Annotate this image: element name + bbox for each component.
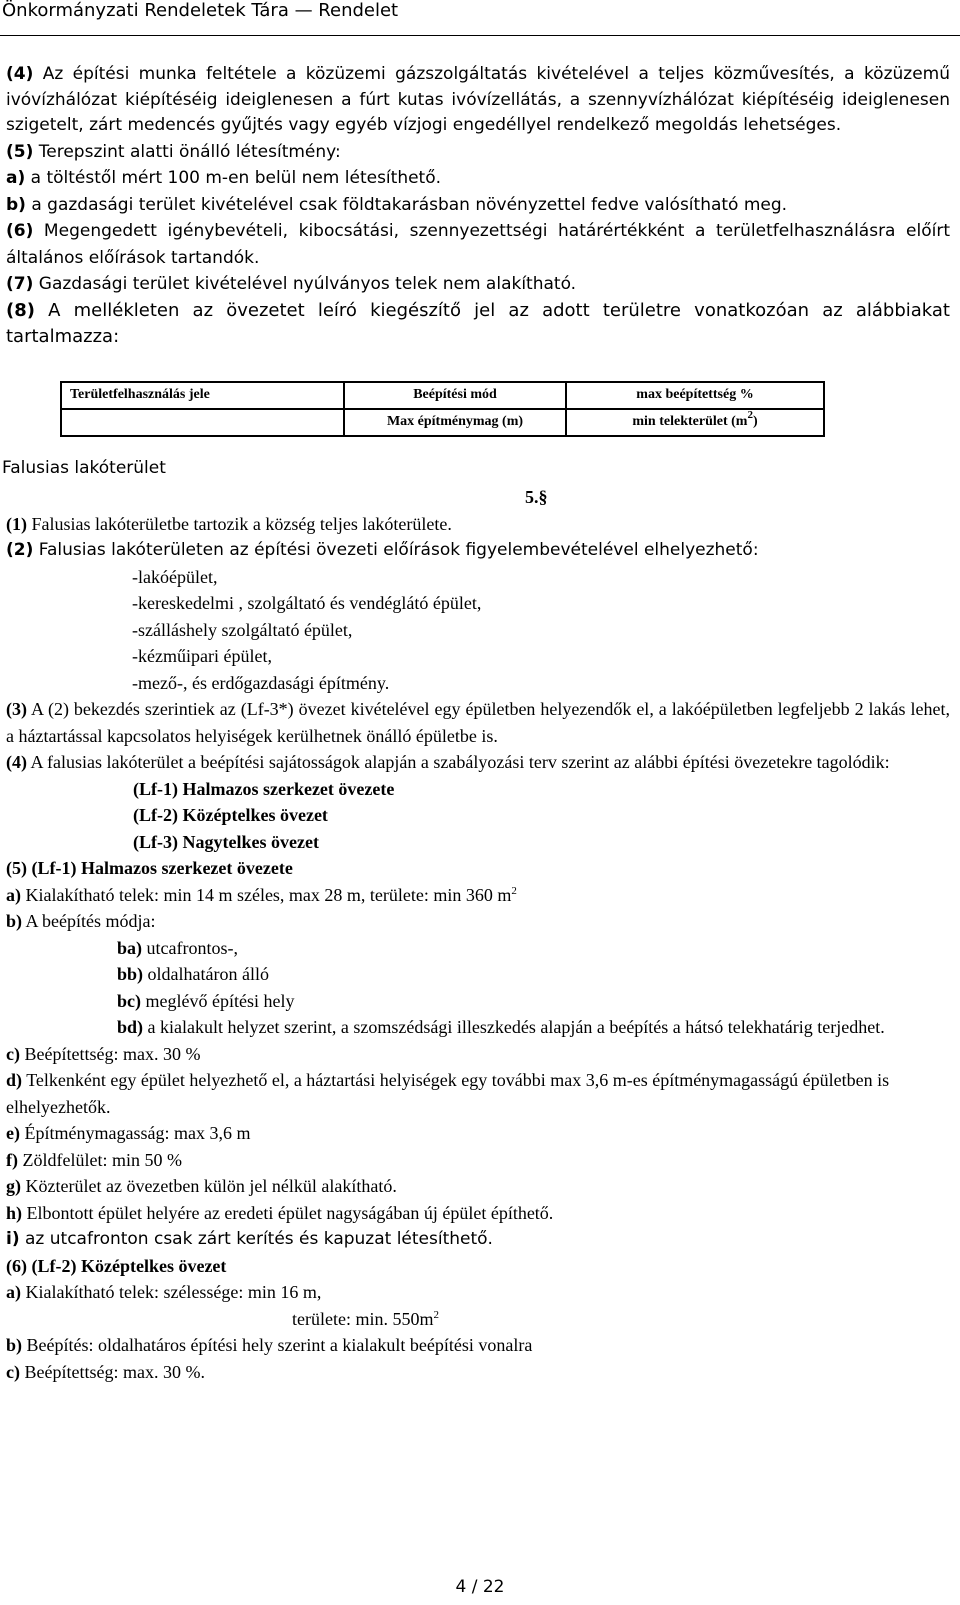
rule-item — [0, 908, 950, 935]
table-cell: Területfelhasználás jele — [61, 382, 344, 409]
item-text: Közterület az övezetben külön jel nélkül alakítható. — [21, 1176, 397, 1196]
item-letter: c) — [6, 1043, 20, 1064]
sub-item — [0, 988, 950, 1015]
item-text: az utcafronton csak zárt kerítés és kapuzat létesíthető. — [19, 1229, 493, 1249]
table-row — [61, 382, 824, 409]
table-cell — [566, 409, 824, 436]
section-title: Falusias lakóterület — [2, 457, 166, 478]
item-text: utcafrontos-, — [142, 937, 238, 958]
zone-code-table — [60, 381, 825, 437]
section-paragraph-2 — [0, 537, 950, 564]
table-cell: Max építménymag (m) — [344, 409, 566, 436]
table-cell-empty — [61, 409, 344, 436]
header-divider — [0, 35, 960, 36]
sub-item — [0, 961, 950, 988]
cell-text: min telekterület (m — [632, 414, 748, 429]
item-text: a gazdasági terület kivételével csak földtakarásban növényzettel fedve valósítható meg. — [25, 194, 788, 215]
paragraph-number: (4) — [6, 64, 34, 84]
superscript: 2 — [747, 409, 753, 421]
item-letter: b) — [6, 911, 23, 931]
section-number: 5.§ — [525, 487, 548, 507]
section-paragraph-4 — [0, 749, 950, 776]
paragraph-number: (4) — [6, 752, 27, 772]
item-letter: bb) — [117, 964, 144, 984]
item-letter: i) — [6, 1229, 20, 1249]
item-text: Építménymagasság: max 3,6 m — [19, 1123, 251, 1143]
item-text: Beépítettség: max. 30 %. — [19, 1361, 205, 1382]
item-text: Telkenként egy épület helyezhető el, a háztartási helyiségek egy további max 3,6 m-es építménymagasságú épületben is elhelyezhetők. — [6, 1070, 890, 1117]
rule-item — [0, 1332, 950, 1359]
rule-item — [0, 1173, 950, 1200]
item-text: a töltéstől mért 100 m-en belül nem létesíthető. — [25, 168, 442, 188]
document-body — [0, 62, 950, 1385]
section-paragraph-3 — [0, 696, 950, 749]
paragraph-text: A mellékleten az övezetet leíró kiegészítő jel az adott területre vonatkozóan az alábbiakat tartalmazza: — [6, 299, 950, 347]
table-cell: max beépítettség % — [566, 382, 824, 409]
paragraph-5a — [0, 165, 950, 192]
list-item: -lakóépület, — [132, 566, 218, 587]
zone-name: (Lf-1) Halmazos szerkezet övezete — [133, 778, 395, 799]
item-letter: ba) — [117, 937, 143, 958]
item-letter: a) — [6, 1282, 21, 1302]
rule-item — [0, 1147, 950, 1174]
list-item: -mező-, és erdőgazdasági építmény. — [132, 672, 390, 693]
table-cell: Beépítési mód — [344, 382, 566, 409]
paragraph-number: (7) — [6, 274, 34, 294]
item-letter: f) — [6, 1149, 18, 1170]
zone-name: (Lf-3) Nagytelkes övezet — [133, 831, 319, 852]
item-text: területe: min. 550m — [292, 1308, 434, 1329]
item-text: a kialakult helyzet szerint, a szomszédsági illeszkedés alapján a beépítés a hátsó telekhatárig terjedhet. — [143, 1017, 885, 1037]
rule-item — [0, 1279, 950, 1306]
table-row — [61, 409, 824, 436]
item-letter: e) — [6, 1123, 20, 1143]
paragraph-number: (3) — [6, 699, 27, 719]
item-text: meglévő építési hely — [141, 990, 295, 1011]
item-text: Beépítés: oldalhatáros építési hely szerint a kialakult beépítési vonalra — [22, 1335, 533, 1355]
item-letter: b) — [6, 194, 26, 215]
paragraph-text: Falusias lakóterületen az építési övezeti előírások figyelembevételével elhelyezhető: — [33, 540, 759, 560]
item-text: Kialakítható telek: min 14 m széles, max 28 m, területe: min 360 m — [21, 884, 512, 905]
paragraph-text: Terepszint alatti önálló létesítmény: — [33, 141, 341, 162]
rule-item — [0, 1041, 950, 1068]
rule-item — [0, 1200, 950, 1227]
list-item: -kézműipari épület, — [132, 646, 272, 666]
list-item: -szálláshely szolgáltató épület, — [132, 619, 353, 640]
item-letter: c) — [6, 1361, 20, 1382]
subsection-title: (6) (Lf-2) Középtelkes övezet — [6, 1255, 227, 1276]
rule-item-continuation — [0, 1306, 950, 1333]
section-paragraph-1 — [0, 511, 950, 538]
rule-item — [0, 882, 950, 909]
rule-item — [0, 1120, 950, 1147]
item-letter: h) — [6, 1202, 23, 1223]
paragraph-number: (6) — [6, 221, 34, 241]
paragraph-number: (2) — [6, 540, 34, 560]
paragraph-8 — [0, 298, 950, 351]
item-text: Beépítettség: max. 30 % — [19, 1043, 201, 1064]
item-letter: bc) — [117, 990, 141, 1011]
item-letter: g) — [6, 1176, 21, 1196]
paragraph-number: (8) — [6, 299, 35, 321]
item-text: A beépítés módja: — [22, 911, 156, 931]
item-text: Elbontott épület helyére az eredeti épület nagyságában új épület építhető. — [22, 1202, 554, 1223]
rule-item — [0, 1067, 950, 1120]
paragraph-6 — [0, 218, 950, 271]
item-letter: a) — [6, 884, 21, 905]
paragraph-4 — [0, 62, 950, 139]
paragraph-text: Gazdasági terület kivételével nyúlványos telek nem alakítható. — [33, 274, 577, 294]
paragraph-5 — [0, 139, 950, 166]
item-text: Zöldfelület: min 50 % — [18, 1149, 182, 1170]
page-header: Önkormányzati Rendeletek Tára — Rendelet — [2, 0, 399, 21]
paragraph-text: Megengedett igénybevételi, kibocsátási, szennyezettségi határértékként a területfelhasználásra előírt általános előírások tartandók. — [6, 221, 950, 268]
paragraph-5b — [0, 192, 950, 219]
superscript: 2 — [511, 884, 517, 897]
paragraph-text: A (2) bekezdés szerintiek az (Lf-3*) övezet kivételével egy épületben helyezendők el, a lakóépületben legfeljebb 2 lakás lehet, a háztartással kapcsolatos helyiségek kerülhetnek önálló épületbe is. — [6, 699, 950, 746]
item-letter: bd) — [117, 1017, 144, 1037]
item-letter: b) — [6, 1335, 23, 1355]
paragraph-number: (1) — [6, 513, 27, 534]
cell-text: ) — [752, 414, 758, 429]
zone-name: (Lf-2) Középtelkes övezet — [133, 805, 328, 825]
superscript: 2 — [433, 1308, 439, 1321]
item-text: oldalhatáron álló — [143, 964, 269, 984]
item-letter: a) — [6, 168, 26, 188]
item-text: Kialakítható telek: szélessége: min 16 m, — [21, 1282, 322, 1302]
paragraph-number: (5) — [6, 141, 34, 162]
page-number: 4 / 22 — [455, 1577, 505, 1597]
paragraph-text: Az építési munka feltétele a közüzemi gázszolgáltatás kivételével a teljes közművesítés, a közüzemű ivóvízhálózat kiépítéséig ideiglenesen a fúrt kutas ivóvízellátás, a szennyvízhálózat kiépítéséig ideiglenesen szigetelt, zárt medencés gyűjtés vagy egyéb vízjogi engedéllyel rendelkező megoldás lehetséges. — [6, 64, 950, 135]
paragraph-text: Falusias lakóterületbe tartozik a község teljes lakóterülete. — [27, 513, 452, 534]
paragraph-text: A falusias lakóterület a beépítési sajátosságok alapján a szabályozási terv szerint az alábbi építési övezetekre tagolódik: — [27, 752, 890, 772]
sub-item — [0, 935, 950, 962]
paragraph-7 — [0, 271, 950, 298]
rule-item — [0, 1226, 950, 1253]
rule-item — [0, 1359, 950, 1386]
subsection-title: (5) (Lf-1) Halmazos szerkezet övezete — [6, 858, 293, 878]
sub-item — [0, 1014, 950, 1041]
item-letter: d) — [6, 1070, 23, 1090]
list-item: -kereskedelmi , szolgáltató és vendéglátó épület, — [132, 593, 482, 613]
